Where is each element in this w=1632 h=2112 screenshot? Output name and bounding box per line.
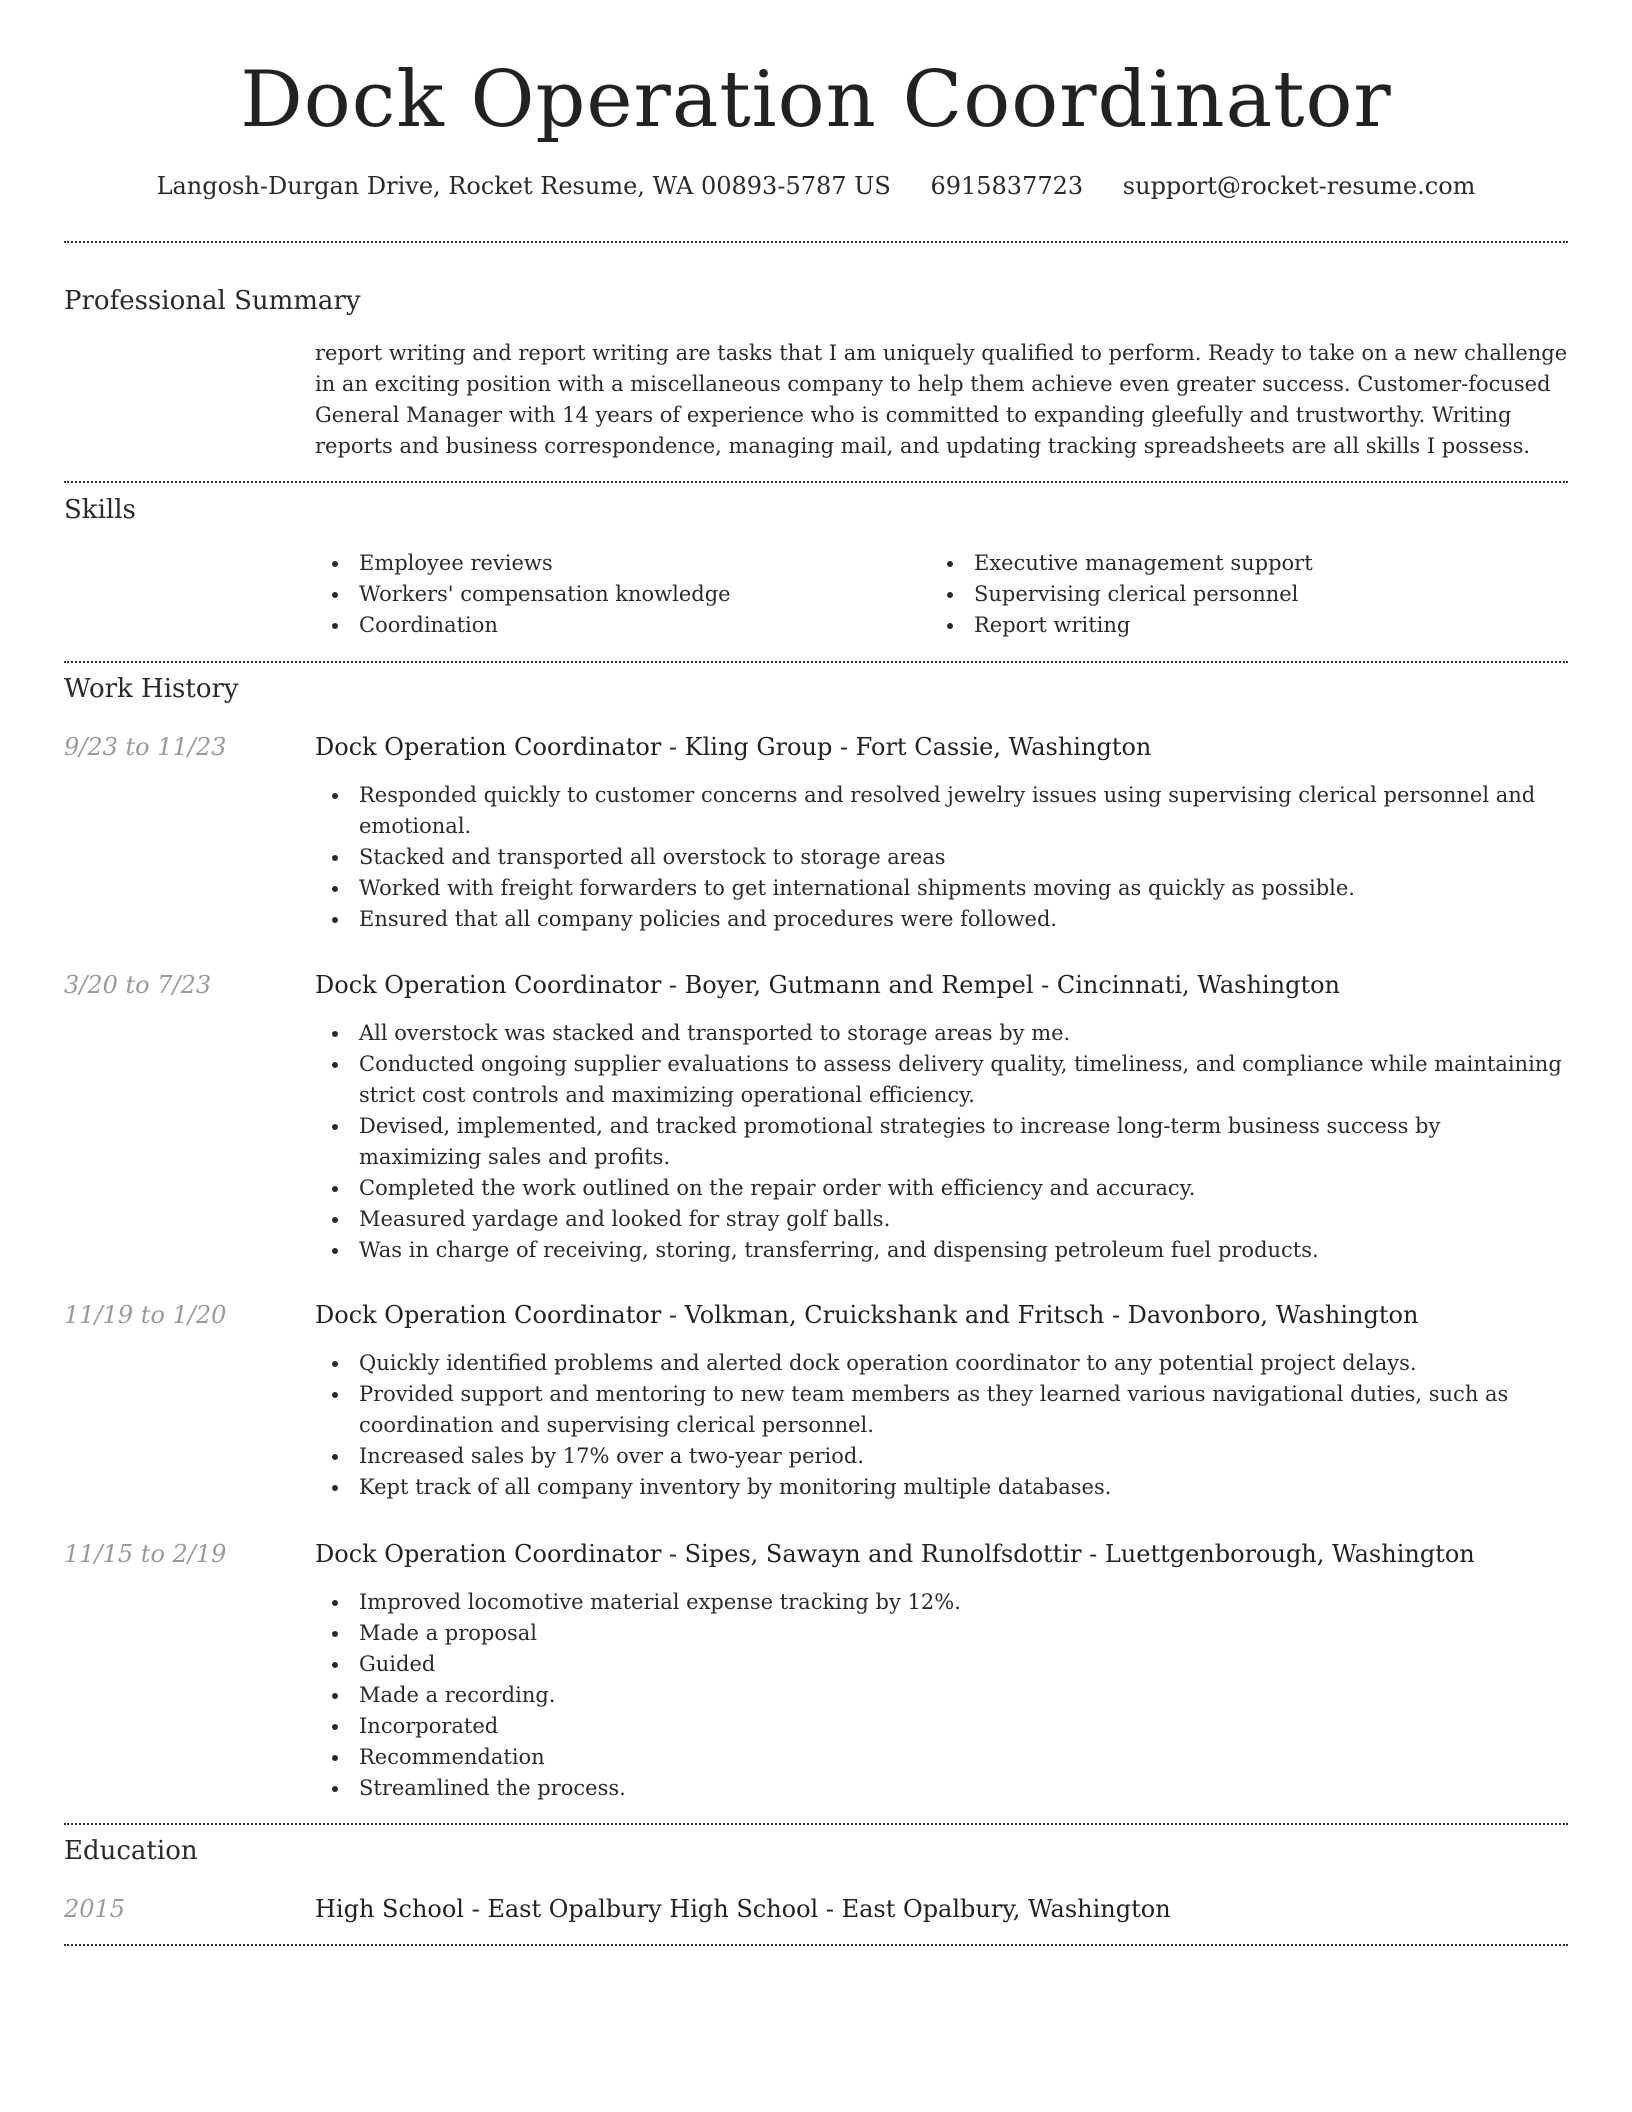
contact-phone: 6915837723 [930,172,1084,200]
job-bullet: Worked with freight forwarders to get international shipments moving as quickly as possible. [315,873,1568,904]
job-bullet: Increased sales by 17% over a two-year period. [315,1441,1568,1472]
contact-email: support@rocket-resume.com [1122,172,1476,200]
job-bullet: Responded quickly to customer concerns and resolved jewelry issues using supervising clerical personnel and emotional. [315,780,1568,842]
job-title: Dock Operation Coordinator - Volkman, Cruickshank and Fritsch - Davonboro, Washington [315,1301,1419,1329]
job-bullet: Kept track of all company inventory by monitoring multiple databases. [315,1472,1568,1503]
job-bullets [315,1018,1568,1266]
job-bullet: Improved locomotive material expense tracking by 12%. [315,1587,1568,1618]
skills-list-left [315,548,915,641]
job-bullets [315,780,1568,935]
job-bullet: Devised, implemented, and tracked promotional strategies to increase long-term business success by maximizing sales and profits. [315,1111,1568,1173]
skill-item: Report writing [930,610,1530,641]
job-dates: 3/20 to 7/23 [64,971,212,999]
job-bullet: Made a recording. [315,1680,1568,1711]
job-title: Dock Operation Coordinator - Boyer, Gutmann and Rempel - Cincinnati, Washington [315,971,1341,999]
job-bullet: All overstock was stacked and transported to storage areas by me. [315,1018,1568,1049]
divider [64,241,1568,243]
contact-address: Langosh-Durgan Drive, Rocket Resume, WA 00893-5787 US [156,172,891,200]
job-dates: 11/19 to 1/20 [64,1301,227,1329]
job-title: Dock Operation Coordinator - Sipes, Sawayn and Runolfsdottir - Luettgenborough, Washington [315,1540,1475,1568]
resume-title: Dock Operation Coordinator [240,55,1392,145]
contact-line [64,168,1568,204]
job-bullets [315,1348,1568,1503]
summary-heading: Professional Summary [64,286,361,316]
job-bullet: Measured yardage and looked for stray golf balls. [315,1204,1568,1235]
divider [64,661,1568,663]
job-bullet: Recommendation [315,1742,1568,1773]
job-bullet: Guided [315,1649,1568,1680]
job-title: Dock Operation Coordinator - Kling Group - Fort Cassie, Washington [315,733,1152,761]
job-bullet: Ensured that all company policies and procedures were followed. [315,904,1568,935]
job-dates: 11/15 to 2/19 [64,1540,227,1568]
education-heading: Education [64,1836,198,1866]
skill-item: Executive management support [930,548,1530,579]
job-bullet: Made a proposal [315,1618,1568,1649]
job-bullet: Was in charge of receiving, storing, transferring, and dispensing petroleum fuel products. [315,1235,1568,1266]
job-bullet: Quickly identified problems and alerted dock operation coordinator to any potential project delays. [315,1348,1568,1379]
skill-item: Supervising clerical personnel [930,579,1530,610]
job-bullet: Stacked and transported all overstock to storage areas [315,842,1568,873]
job-bullet: Streamlined the process. [315,1773,1568,1804]
job-bullet: Conducted ongoing supplier evaluations to assess delivery quality, timeliness, and compliance while maintaining strict cost controls and maximizing operational efficiency. [315,1049,1568,1111]
skill-item: Coordination [315,610,915,641]
job-bullet: Completed the work outlined on the repair order with efficiency and accuracy. [315,1173,1568,1204]
divider [64,481,1568,483]
job-bullets [315,1587,1568,1804]
job-bullet: Provided support and mentoring to new team members as they learned various navigational duties, such as coordination and supervising clerical personnel. [315,1379,1568,1441]
divider [64,1823,1568,1825]
divider [64,1944,1568,1946]
education-entry: High School - East Opalbury High School - East Opalbury, Washington [315,1895,1171,1923]
job-dates: 9/23 to 11/23 [64,733,227,761]
job-bullet: Incorporated [315,1711,1568,1742]
skill-item: Employee reviews [315,548,915,579]
summary-text: report writing and report writing are tasks that I am uniquely qualified to perform. Ready to take on a new challenge in an exciting position with a miscellaneous company to help them achieve even greater success. Customer-focused General Manager with 14 years of experience who is committed to expanding gleefully and trustworthy. Writing reports and business correspondence, managing mail, and updating tracking spreadsheets are all skills I possess. [315,341,1568,458]
education-year: 2015 [64,1895,126,1923]
skill-item: Workers' compensation knowledge [315,579,915,610]
skills-heading: Skills [64,495,136,525]
skills-list-right [930,548,1530,641]
work-heading: Work History [64,674,239,704]
